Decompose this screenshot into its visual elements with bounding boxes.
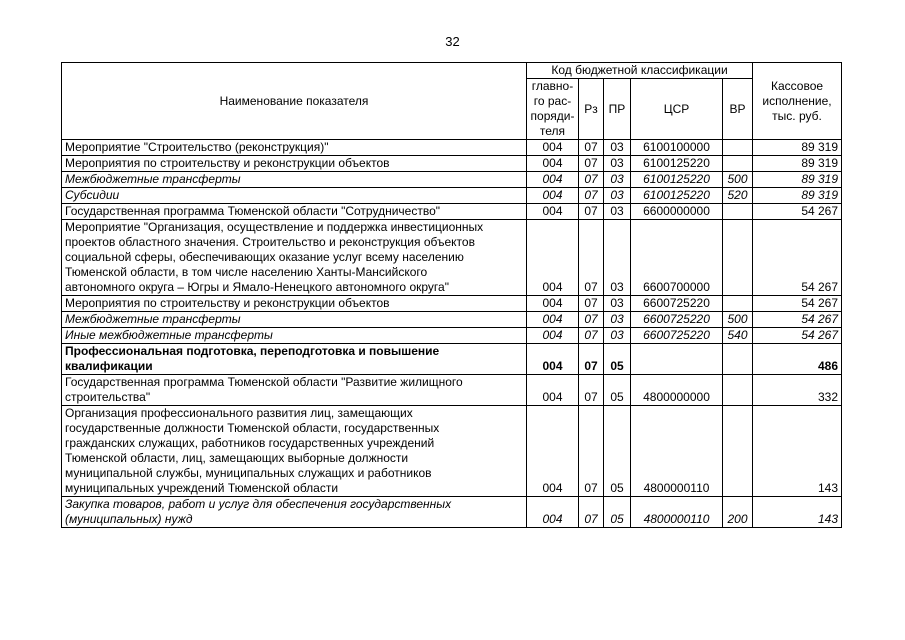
row-name [62, 156, 527, 172]
row-name-line: Государственная программа Тюменской области "Развитие жилищного [65, 375, 463, 389]
row-pr: 03 [604, 140, 631, 156]
row-rz: 07 [579, 220, 604, 296]
row-glavn: 004 [527, 188, 579, 204]
header-csr: ЦСР [631, 79, 723, 140]
row-vr: 500 [723, 312, 753, 328]
row-pr: 05 [604, 344, 631, 375]
table-row [62, 312, 842, 328]
row-glavn: 004 [527, 497, 579, 528]
row-pr: 03 [604, 204, 631, 220]
row-csr: 4800000110 [631, 497, 723, 528]
row-name-line: Мероприятия по строительству и реконструкции объектов [65, 156, 390, 170]
row-name-line: Межбюджетные трансферты [65, 172, 241, 186]
row-vr [723, 140, 753, 156]
row-vr [723, 375, 753, 406]
row-vr: 500 [723, 172, 753, 188]
row-rz: 07 [579, 328, 604, 344]
row-name [62, 344, 527, 375]
row-name-line: Тюменской области, в том числе населению Ханты-Мансийского [65, 265, 428, 279]
row-vr [723, 220, 753, 296]
row-csr: 6600725220 [631, 328, 723, 344]
row-glavn: 004 [527, 375, 579, 406]
row-pr: 03 [604, 312, 631, 328]
row-glavn: 004 [527, 156, 579, 172]
row-amount: 54 267 [753, 312, 842, 328]
row-glavn: 004 [527, 406, 579, 497]
row-name-line: Организация профессионального развития лиц, замещающих [65, 406, 413, 420]
row-name [62, 172, 527, 188]
row-csr: 4800000110 [631, 406, 723, 497]
row-vr [723, 344, 753, 375]
row-name-line: Субсидии [65, 188, 120, 202]
row-name-line: Мероприятия по строительству и реконструкции объектов [65, 296, 390, 310]
table-row [62, 375, 842, 406]
row-pr: 03 [604, 328, 631, 344]
row-rz: 07 [579, 497, 604, 528]
header-vr: ВР [723, 79, 753, 140]
header-line: поряди- [530, 109, 575, 123]
header-line: го рас- [533, 94, 572, 108]
row-amount: 54 267 [753, 220, 842, 296]
row-rz: 07 [579, 344, 604, 375]
header-pr: ПР [604, 79, 631, 140]
row-pr: 03 [604, 220, 631, 296]
row-name-line: государственные должности Тюменской области, государственных [65, 421, 440, 435]
table-row [62, 220, 842, 296]
row-glavn: 004 [527, 344, 579, 375]
row-amount: 54 267 [753, 296, 842, 312]
row-pr: 05 [604, 497, 631, 528]
row-amount: 89 319 [753, 172, 842, 188]
row-vr: 540 [723, 328, 753, 344]
row-vr: 200 [723, 497, 753, 528]
budget-table [61, 62, 842, 528]
row-name [62, 296, 527, 312]
row-amount: 54 267 [753, 204, 842, 220]
table-row [62, 406, 842, 497]
header-rz: Рз [579, 79, 604, 140]
row-csr: 4800000000 [631, 375, 723, 406]
row-csr [631, 344, 723, 375]
row-csr: 6600725220 [631, 296, 723, 312]
row-name [62, 188, 527, 204]
row-glavn: 004 [527, 204, 579, 220]
row-vr [723, 156, 753, 172]
row-vr [723, 204, 753, 220]
row-name [62, 220, 527, 296]
row-rz: 07 [579, 140, 604, 156]
table-row [62, 328, 842, 344]
header-name: Наименование показателя [62, 63, 527, 140]
table-row [62, 140, 842, 156]
table-row [62, 497, 842, 528]
row-pr: 05 [604, 375, 631, 406]
row-vr [723, 296, 753, 312]
row-csr: 6600000000 [631, 204, 723, 220]
row-glavn: 004 [527, 172, 579, 188]
row-amount: 143 [753, 406, 842, 497]
row-name [62, 375, 527, 406]
row-name [62, 497, 527, 528]
row-csr: 6100125220 [631, 156, 723, 172]
table-row [62, 344, 842, 375]
row-name [62, 328, 527, 344]
row-rz: 07 [579, 406, 604, 497]
row-glavn: 004 [527, 312, 579, 328]
row-name-line: Межбюджетные трансферты [65, 312, 241, 326]
row-csr: 6600700000 [631, 220, 723, 296]
table-row [62, 296, 842, 312]
row-name-line: Мероприятие "Организация, осуществление и поддержка инвестиционных [65, 220, 484, 234]
row-name [62, 312, 527, 328]
row-csr: 6600725220 [631, 312, 723, 328]
row-csr: 6100125220 [631, 188, 723, 204]
table-row [62, 172, 842, 188]
row-csr: 6100100000 [631, 140, 723, 156]
row-amount: 143 [753, 497, 842, 528]
header-line: теля [539, 124, 566, 138]
header-line: Кассовое [770, 78, 824, 93]
row-vr: 520 [723, 188, 753, 204]
table-row [62, 204, 842, 220]
row-pr: 03 [604, 188, 631, 204]
row-amount: 486 [753, 344, 842, 375]
row-name-line: Государственная программа Тюменской области "Сотрудничество" [65, 204, 440, 218]
row-name-line: социальной сферы, обеспечивающих оказание услуг всему населению [65, 250, 464, 264]
row-name-line: Иные межбюджетные трансферты [65, 328, 273, 342]
row-name-line: муниципальной службы, муниципальных служащих и работников [65, 466, 432, 480]
row-csr: 6100125220 [631, 172, 723, 188]
page-number: 32 [445, 34, 460, 49]
header-amount [753, 63, 842, 140]
row-pr: 03 [604, 156, 631, 172]
header-glavn [527, 79, 579, 140]
row-name-line: муниципальных учреждений Тюменской области [65, 481, 339, 495]
row-glavn: 004 [527, 220, 579, 296]
row-glavn: 004 [527, 140, 579, 156]
header-code-group: Код бюджетной классификации [527, 63, 753, 79]
row-rz: 07 [579, 296, 604, 312]
header-line: тыс. руб. [772, 108, 822, 123]
row-name-line: автономного округа – Югры и Ямало-Ненецкого автономного округа" [65, 280, 449, 294]
row-name-line: Тюменской области, лиц, замещающих выборные должности [65, 451, 409, 465]
row-rz: 07 [579, 312, 604, 328]
row-rz: 07 [579, 204, 604, 220]
row-name-line: Профессиональная подготовка, переподготовка и повышение [65, 344, 440, 358]
row-rz: 07 [579, 172, 604, 188]
row-pr: 05 [604, 406, 631, 497]
header-line: исполнение, [762, 93, 832, 108]
row-name [62, 140, 527, 156]
row-vr [723, 406, 753, 497]
table-row [62, 188, 842, 204]
row-amount: 332 [753, 375, 842, 406]
row-name-line: Закупка товаров, работ и услуг для обеспечения государственных [65, 497, 452, 511]
row-name-line: Мероприятие "Строительство (реконструкция)" [65, 140, 329, 154]
table-row [62, 156, 842, 172]
row-name-line: строительства" [65, 390, 151, 404]
row-pr: 03 [604, 296, 631, 312]
row-glavn: 004 [527, 328, 579, 344]
row-amount: 89 319 [753, 140, 842, 156]
row-name-line: проектов областного значения. Строительство и реконструкция объектов [65, 235, 475, 249]
row-rz: 07 [579, 375, 604, 406]
row-rz: 07 [579, 188, 604, 204]
header-line: главно- [531, 79, 574, 93]
row-glavn: 004 [527, 296, 579, 312]
row-amount: 89 319 [753, 156, 842, 172]
row-amount: 54 267 [753, 328, 842, 344]
row-name [62, 406, 527, 497]
row-rz: 07 [579, 156, 604, 172]
row-name [62, 204, 527, 220]
row-name-line: (муниципальных) нужд [65, 512, 193, 526]
row-name-line: гражданских служащих, работников государственных учреждений [65, 436, 435, 450]
row-pr: 03 [604, 172, 631, 188]
row-name-line: квалификации [65, 359, 153, 373]
row-amount: 89 319 [753, 188, 842, 204]
